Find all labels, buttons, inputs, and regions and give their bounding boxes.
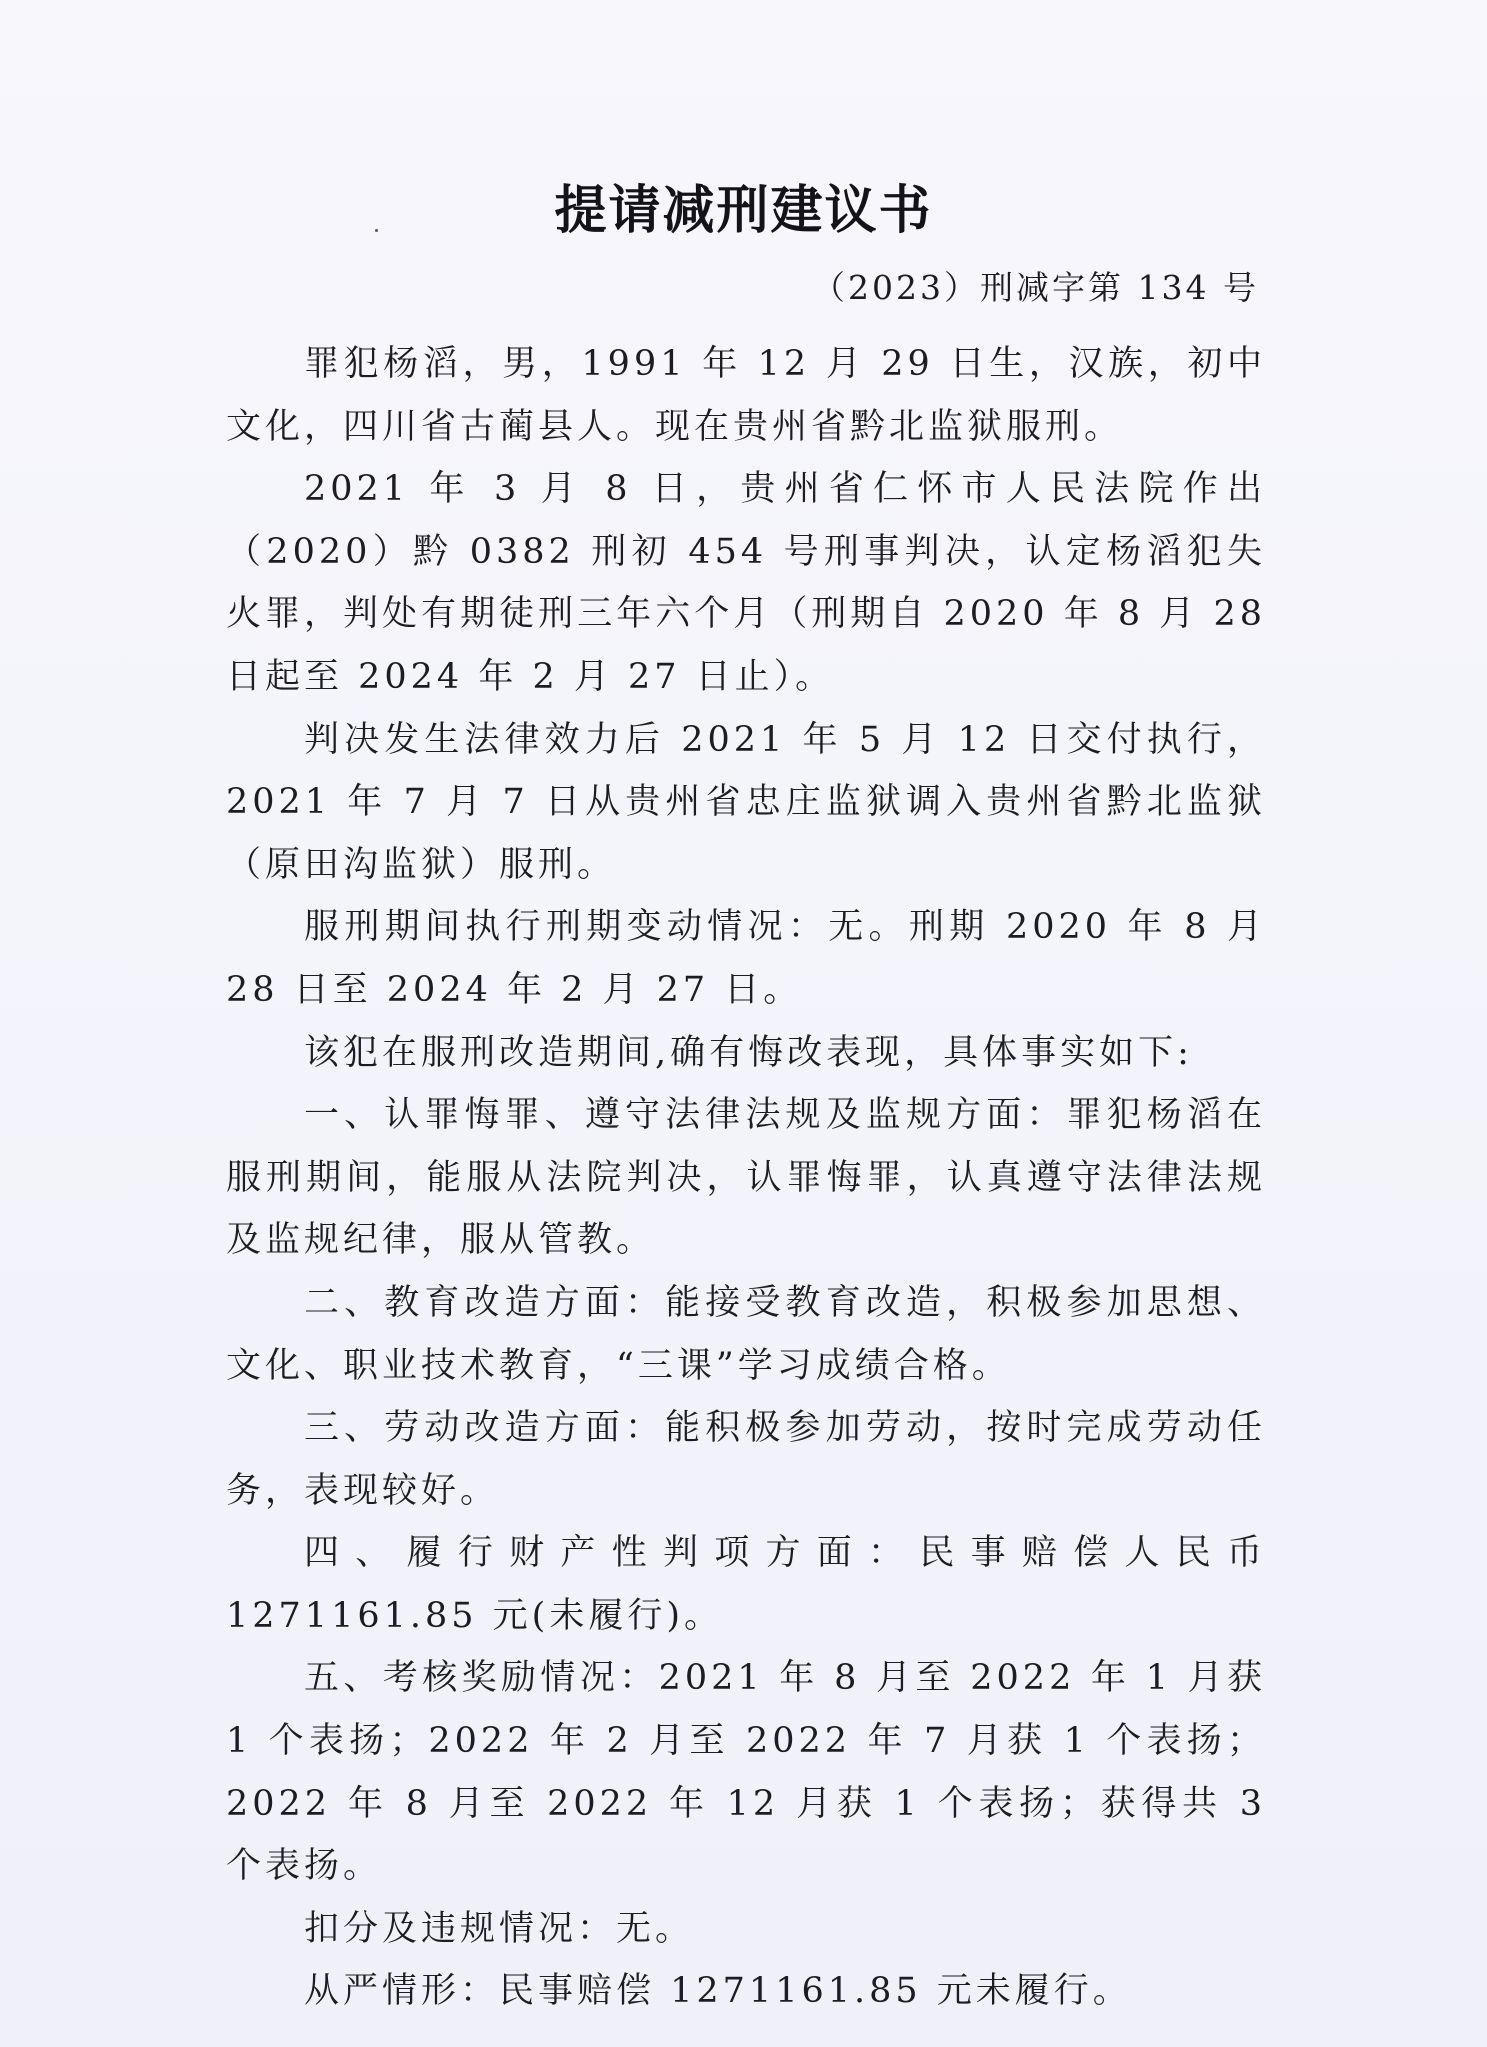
paragraph-item-3: 三、劳动改造方面：能积极参加劳动，按时完成劳动任务，表现较好。: [226, 1408, 1266, 1511]
paragraph-strict-circumstances: 从严情形：民事赔偿 1271161.85 元未履行。: [304, 1971, 1132, 2012]
paragraph-term-change: 服刑期间执行刑期变动情况：无。刑期 2020 年 8 月 28 日至 2024 年 2 月 27 日。: [226, 907, 1266, 1010]
scan-speck: [375, 229, 378, 232]
document-body: [226, 333, 1266, 2023]
paragraph-item-1: 一、认罪悔罪、遵守法律法规及监规方面：罪犯杨滔在服刑期间，能服从法院判决，认罪悔罪，认真遵守法律法规及监规纪律，服从管教。: [226, 1095, 1266, 1261]
paragraph-facts-intro: 该犯在服刑改造期间,确有悔改表现，具体事实如下:: [304, 1032, 1193, 1073]
paragraph-item-2: 二、教育改造方面：能接受教育改造，积极参加思想、文化、职业技术教育，“三课”学习成绩合格。: [226, 1282, 1266, 1386]
paragraph-prisoner-info: 罪犯杨滔，男，1991 年 12 月 29 日生，汉族，初中文化，四川省古蔺县人。现在贵州省黔北监狱服刑。: [226, 344, 1266, 447]
paragraph-judgment: 2021 年 3 月 8 日，贵州省仁怀市人民法院作出（2020）黔 0382 刑初 454 号刑事判决，认定杨滔犯失火罪，判处有期徒刑三年六个月（刑期自 2020 年 8 月 28 日起至 2024 年 2 月 27 日止）。: [226, 469, 1266, 697]
document-title: 提请减刑建议书: [554, 181, 933, 241]
paragraph-item-4: 四、履行财产性判项方面：民事赔偿人民币 1271161.85 元(未履行)。: [226, 1533, 1266, 1636]
document-number: （2023）刑减字第 134 号: [812, 268, 1259, 307]
paragraph-deductions: 扣分及违规情况：无。: [304, 1908, 695, 1949]
paragraph-execution: 判决发生法律效力后 2021 年 5 月 12 日交付执行，2021 年 7 月 7 日从贵州省忠庄监狱调入贵州省黔北监狱（原田沟监狱）服刑。: [226, 719, 1266, 885]
paragraph-item-5: 五、考核奖励情况：2021 年 8 月至 2022 年 1 月获 1 个表扬；2022 年 2 月至 2022 年 7 月获 1 个表扬；2022 年 8 月至 2022 年 12 月获 1 个表扬；获得共 3 个表扬。: [226, 1658, 1266, 1887]
